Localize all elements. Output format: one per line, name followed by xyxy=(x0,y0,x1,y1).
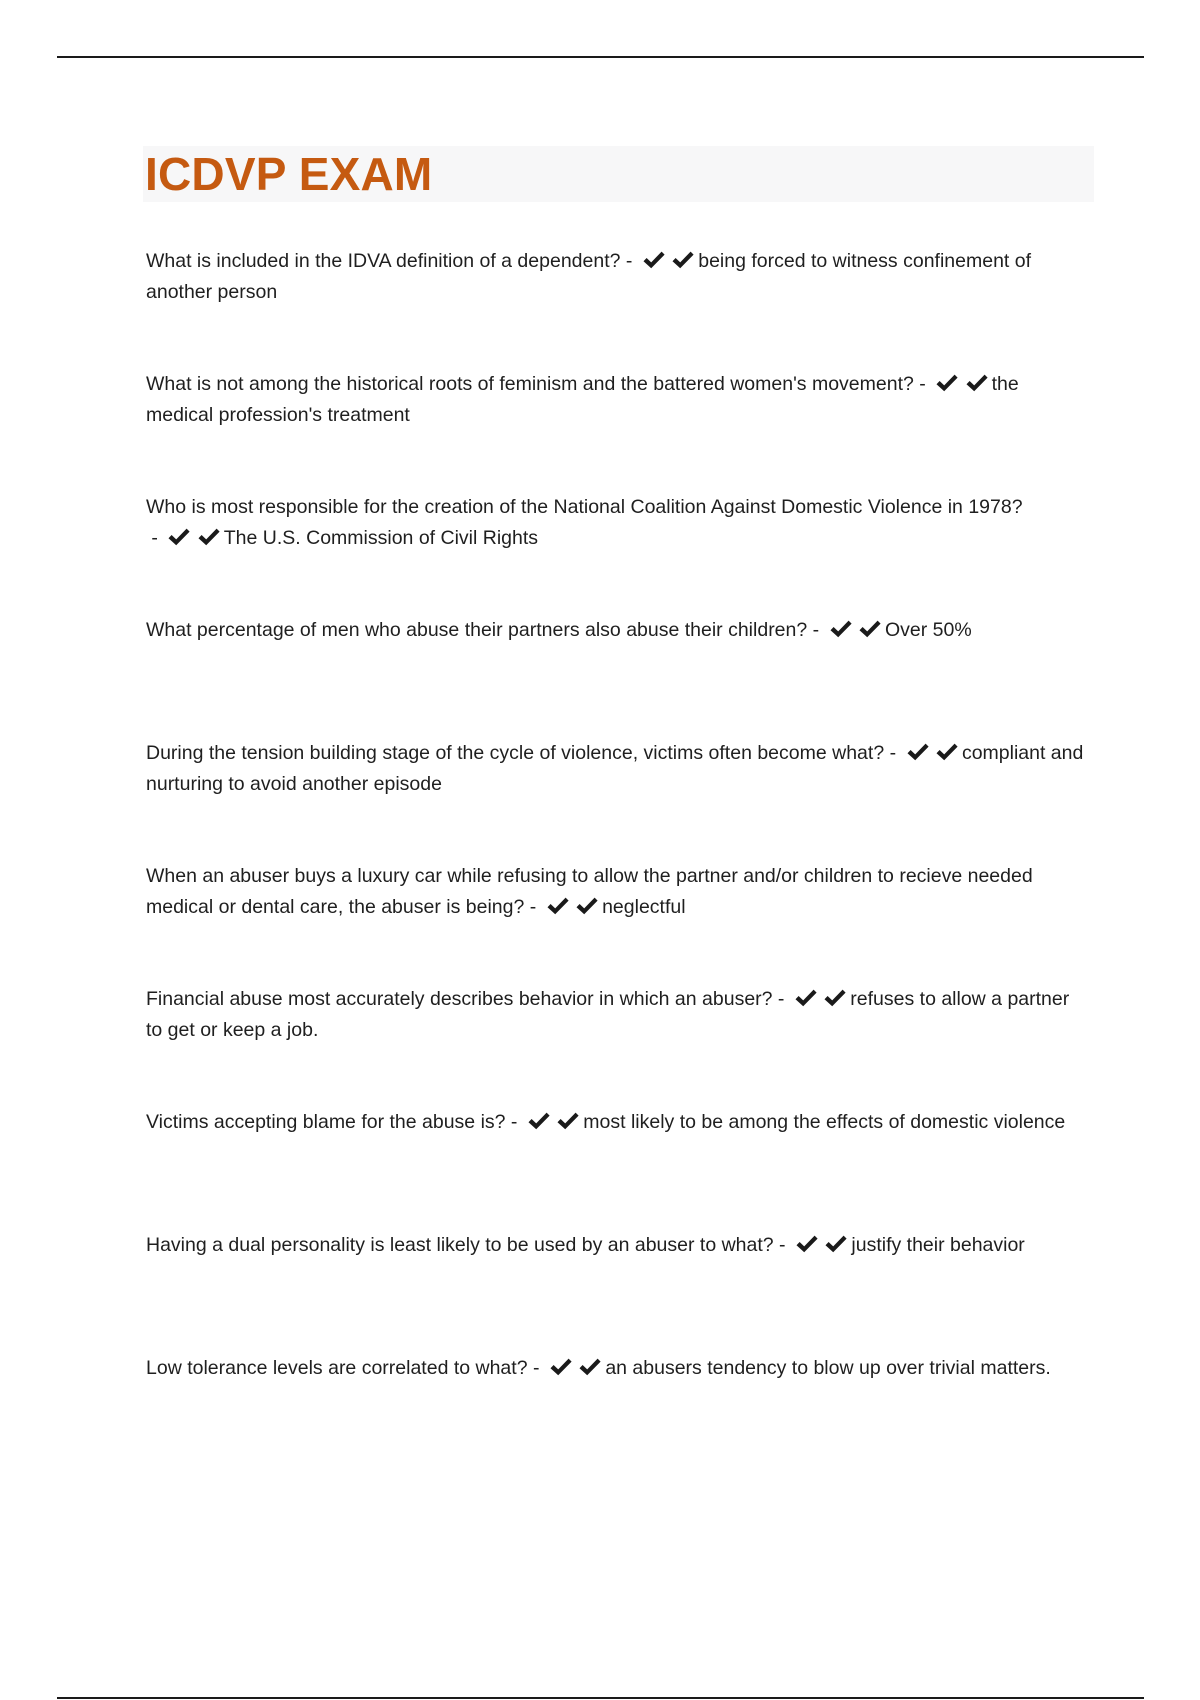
checkmark-icon xyxy=(935,742,959,762)
checkmark-icon xyxy=(167,527,191,547)
answer-text: refuses to allow a partner to get or keep a job. xyxy=(146,988,1070,1041)
checkmark-icon xyxy=(858,619,882,639)
answer-checkmarks xyxy=(906,738,959,769)
question-text: What percentage of men who abuse their partners also abuse their children? xyxy=(146,619,808,641)
checkmark-icon xyxy=(795,1234,819,1254)
answer-checkmarks xyxy=(829,615,882,646)
answer-text: being forced to witness confinement of another person xyxy=(146,250,1032,303)
answer-checkmarks xyxy=(546,892,599,923)
answer-text: Over 50% xyxy=(885,619,972,641)
question-answer-separator: - xyxy=(620,250,638,272)
question-text: Who is most responsible for the creation of the National Coalition Against Domestic Violence in 1978? xyxy=(146,496,1023,518)
answer-checkmarks xyxy=(794,984,847,1015)
checkmark-icon xyxy=(556,1111,580,1131)
qa-item xyxy=(146,738,1086,861)
answer-checkmarks xyxy=(795,1230,848,1261)
checkmark-icon xyxy=(546,896,570,916)
checkmark-icon xyxy=(794,988,818,1008)
question-answer-separator: - xyxy=(524,896,542,918)
qa-item xyxy=(146,1230,1086,1353)
checkmark-icon xyxy=(578,1357,602,1377)
checkmark-icon xyxy=(935,373,959,393)
question-answer-separator: - xyxy=(505,1111,523,1133)
qa-item xyxy=(146,861,1086,984)
answer-text: The U.S. Commission of Civil Rights xyxy=(223,527,539,549)
qa-item xyxy=(146,492,1086,615)
checkmark-icon xyxy=(575,896,599,916)
answer-text: neglectful xyxy=(602,896,686,918)
question-answer-separator: - xyxy=(146,527,164,549)
question-text: Having a dual personality is least likely to be used by an abuser to what? xyxy=(146,1234,774,1256)
question-text: Financial abuse most accurately describes behavior in which an abuser? xyxy=(146,988,773,1010)
top-page-rule xyxy=(57,56,1144,58)
answer-checkmarks xyxy=(527,1107,580,1138)
answer-text: an abusers tendency to blow up over trivial matters. xyxy=(605,1357,1051,1379)
question-text: During the tension building stage of the cycle of violence, victims often become what? xyxy=(146,742,885,764)
checkmark-icon xyxy=(197,527,221,547)
question-text: What is not among the historical roots of feminism and the battered women's movement? xyxy=(146,373,914,395)
answer-checkmarks xyxy=(549,1353,602,1384)
question-answer-separator: - xyxy=(772,988,790,1010)
question-text: Low tolerance levels are correlated to what? xyxy=(146,1357,528,1379)
checkmark-icon xyxy=(965,373,989,393)
checkmark-icon xyxy=(823,988,847,1008)
document-title: ICDVP EXAM xyxy=(145,148,433,200)
qa-item xyxy=(146,1353,1086,1476)
question-text: What is included in the IDVA definition of a dependent? xyxy=(146,250,621,272)
answer-text: most likely to be among the effects of domestic violence xyxy=(583,1111,1066,1133)
question-answer-separator: - xyxy=(807,619,825,641)
answer-checkmarks xyxy=(642,246,695,277)
checkmark-icon xyxy=(906,742,930,762)
question-answer-separator: - xyxy=(527,1357,545,1379)
qa-item xyxy=(146,1107,1086,1230)
checkmark-icon xyxy=(671,250,695,270)
qa-item xyxy=(146,369,1086,492)
checkmark-icon xyxy=(642,250,666,270)
qa-item xyxy=(146,615,1086,738)
qa-item xyxy=(146,984,1086,1107)
answer-text: justify their behavior xyxy=(851,1234,1025,1256)
question-answer-separator: - xyxy=(913,373,932,395)
checkmark-icon xyxy=(824,1234,848,1254)
question-answer-separator: - xyxy=(884,742,902,764)
question-text: When an abuser buys a luxury car while refusing to allow the partner and/or children to recieve needed medical or dental care, the abuser is being? xyxy=(146,865,1033,918)
checkmark-icon xyxy=(527,1111,551,1131)
bottom-page-rule xyxy=(57,1697,1144,1699)
qa-item xyxy=(146,246,1086,369)
answer-checkmarks xyxy=(167,523,220,554)
answer-text: compliant and nurturing to avoid another episode xyxy=(146,742,1084,795)
checkmark-icon xyxy=(549,1357,573,1377)
question-text: Victims accepting blame for the abuse is? xyxy=(146,1111,506,1133)
checkmark-icon xyxy=(829,619,853,639)
question-answer-list xyxy=(146,246,1086,1476)
answer-text: the medical profession's treatment xyxy=(146,373,1019,426)
answer-checkmarks xyxy=(935,369,988,400)
question-answer-separator: - xyxy=(773,1234,791,1256)
